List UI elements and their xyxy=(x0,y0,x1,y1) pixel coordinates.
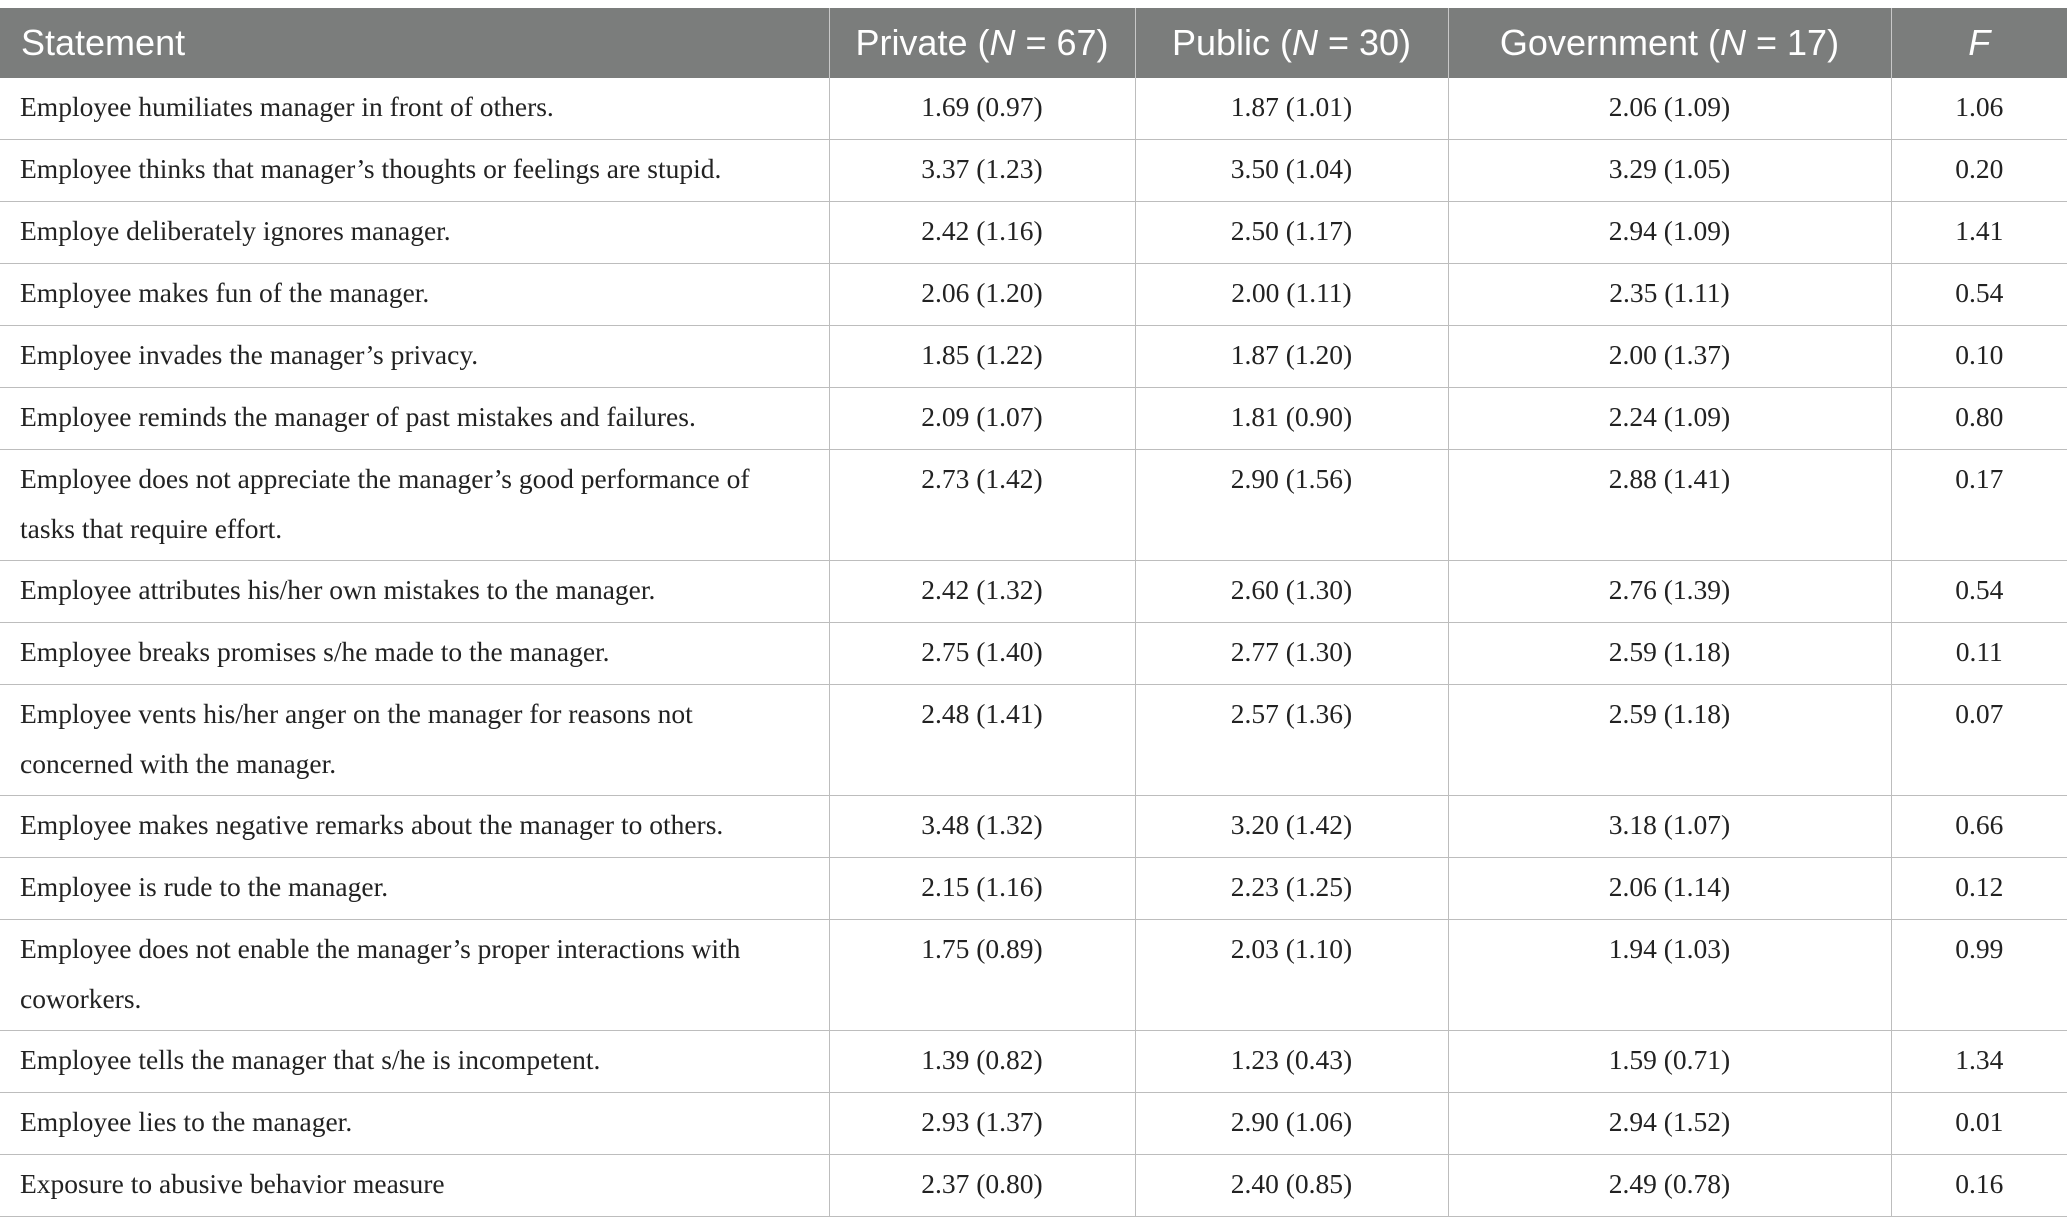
cell-public: 2.00 (1.11) xyxy=(1135,264,1448,326)
cell-private: 3.48 (1.32) xyxy=(829,796,1135,858)
cell-statement: Employee breaks promises s/he made to the manager. xyxy=(0,623,829,685)
header-government xyxy=(1448,8,1891,78)
cell-government: 2.76 (1.39) xyxy=(1448,561,1891,623)
cell-government: 2.06 (1.09) xyxy=(1448,78,1891,140)
cell-private: 2.15 (1.16) xyxy=(829,858,1135,920)
cell-private: 2.42 (1.16) xyxy=(829,202,1135,264)
cell-statement: Employee does not enable the manager’s proper interactions with coworkers. xyxy=(0,920,829,1031)
cell-f: 0.66 xyxy=(1891,796,2067,858)
cell-statement: Employee humiliates manager in front of others. xyxy=(0,78,829,140)
table-row xyxy=(0,1155,2067,1217)
cell-public: 2.77 (1.30) xyxy=(1135,623,1448,685)
header-statement: Statement xyxy=(0,8,829,78)
table-row xyxy=(0,623,2067,685)
cell-f: 0.17 xyxy=(1891,450,2067,561)
cell-public: 2.57 (1.36) xyxy=(1135,685,1448,796)
table-header-row xyxy=(0,8,2067,78)
header-public-value: = 30) xyxy=(1317,22,1412,63)
cell-f: 1.41 xyxy=(1891,202,2067,264)
cell-statement: Employee vents his/her anger on the manager for reasons not concerned with the manager. xyxy=(0,685,829,796)
header-government-value: = 17) xyxy=(1746,22,1840,63)
header-public xyxy=(1135,8,1448,78)
header-f-label: F xyxy=(1968,22,1991,63)
cell-statement: Employee tells the manager that s/he is incompetent. xyxy=(0,1031,829,1093)
cell-public: 2.60 (1.30) xyxy=(1135,561,1448,623)
table-row xyxy=(0,1093,2067,1155)
cell-government: 1.59 (0.71) xyxy=(1448,1031,1891,1093)
cell-public: 2.03 (1.10) xyxy=(1135,920,1448,1031)
table-row xyxy=(0,561,2067,623)
cell-public: 2.40 (0.85) xyxy=(1135,1155,1448,1217)
cell-private: 2.42 (1.32) xyxy=(829,561,1135,623)
table-row xyxy=(0,796,2067,858)
cell-government: 2.06 (1.14) xyxy=(1448,858,1891,920)
header-private-value: = 67) xyxy=(1015,22,1109,63)
cell-f: 0.54 xyxy=(1891,264,2067,326)
cell-private: 2.75 (1.40) xyxy=(829,623,1135,685)
table-row xyxy=(0,388,2067,450)
cell-f: 1.34 xyxy=(1891,1031,2067,1093)
cell-f: 0.10 xyxy=(1891,326,2067,388)
table-row xyxy=(0,202,2067,264)
cell-f: 0.16 xyxy=(1891,1155,2067,1217)
cell-government: 3.29 (1.05) xyxy=(1448,140,1891,202)
cell-f: 0.11 xyxy=(1891,623,2067,685)
cell-statement: Exposure to abusive behavior measure xyxy=(0,1155,829,1217)
cell-statement: Employee thinks that manager’s thoughts or feelings are stupid. xyxy=(0,140,829,202)
cell-public: 3.50 (1.04) xyxy=(1135,140,1448,202)
header-private-label: Private ( xyxy=(855,22,990,63)
cell-statement: Employe deliberately ignores manager. xyxy=(0,202,829,264)
table-row xyxy=(0,264,2067,326)
cell-public: 1.81 (0.90) xyxy=(1135,388,1448,450)
cell-government: 3.18 (1.07) xyxy=(1448,796,1891,858)
cell-f: 0.54 xyxy=(1891,561,2067,623)
cell-government: 2.24 (1.09) xyxy=(1448,388,1891,450)
cell-government: 1.94 (1.03) xyxy=(1448,920,1891,1031)
header-private-n: N xyxy=(989,22,1016,63)
table-row xyxy=(0,920,2067,1031)
statistics-table xyxy=(0,8,2067,1217)
cell-statement: Employee makes negative remarks about the manager to others. xyxy=(0,796,829,858)
cell-government: 2.35 (1.11) xyxy=(1448,264,1891,326)
cell-f: 0.99 xyxy=(1891,920,2067,1031)
cell-public: 2.90 (1.56) xyxy=(1135,450,1448,561)
cell-private: 2.06 (1.20) xyxy=(829,264,1135,326)
cell-public: 1.23 (0.43) xyxy=(1135,1031,1448,1093)
header-f xyxy=(1891,8,2067,78)
cell-private: 3.37 (1.23) xyxy=(829,140,1135,202)
cell-statement: Employee does not appreciate the manager’s good performance of tasks that require effort. xyxy=(0,450,829,561)
table-row xyxy=(0,685,2067,796)
table-row xyxy=(0,326,2067,388)
cell-private: 1.75 (0.89) xyxy=(829,920,1135,1031)
cell-private: 1.69 (0.97) xyxy=(829,78,1135,140)
cell-f: 0.20 xyxy=(1891,140,2067,202)
cell-government: 2.94 (1.09) xyxy=(1448,202,1891,264)
cell-f: 0.80 xyxy=(1891,388,2067,450)
header-government-n: N xyxy=(1720,22,1746,63)
table-row xyxy=(0,140,2067,202)
cell-private: 1.39 (0.82) xyxy=(829,1031,1135,1093)
table-row xyxy=(0,1031,2067,1093)
cell-statement: Employee lies to the manager. xyxy=(0,1093,829,1155)
cell-public: 1.87 (1.01) xyxy=(1135,78,1448,140)
cell-public: 2.50 (1.17) xyxy=(1135,202,1448,264)
cell-private: 1.85 (1.22) xyxy=(829,326,1135,388)
cell-public: 2.90 (1.06) xyxy=(1135,1093,1448,1155)
cell-f: 0.01 xyxy=(1891,1093,2067,1155)
cell-government: 2.59 (1.18) xyxy=(1448,623,1891,685)
cell-statement: Employee reminds the manager of past mistakes and failures. xyxy=(0,388,829,450)
data-table-container xyxy=(0,8,2067,1217)
cell-public: 2.23 (1.25) xyxy=(1135,858,1448,920)
table-row xyxy=(0,858,2067,920)
cell-private: 2.73 (1.42) xyxy=(829,450,1135,561)
cell-statement: Employee invades the manager’s privacy. xyxy=(0,326,829,388)
header-public-label: Public ( xyxy=(1171,22,1292,63)
cell-f: 0.07 xyxy=(1891,685,2067,796)
cell-statement: Employee is rude to the manager. xyxy=(0,858,829,920)
cell-private: 2.37 (0.80) xyxy=(829,1155,1135,1217)
cell-government: 2.88 (1.41) xyxy=(1448,450,1891,561)
table-row xyxy=(0,78,2067,140)
header-public-n: N xyxy=(1291,22,1318,63)
cell-statement: Employee makes fun of the manager. xyxy=(0,264,829,326)
cell-public: 3.20 (1.42) xyxy=(1135,796,1448,858)
cell-private: 2.93 (1.37) xyxy=(829,1093,1135,1155)
cell-private: 2.09 (1.07) xyxy=(829,388,1135,450)
cell-government: 2.00 (1.37) xyxy=(1448,326,1891,388)
cell-public: 1.87 (1.20) xyxy=(1135,326,1448,388)
cell-statement: Employee attributes his/her own mistakes to the manager. xyxy=(0,561,829,623)
cell-government: 2.49 (0.78) xyxy=(1448,1155,1891,1217)
cell-government: 2.59 (1.18) xyxy=(1448,685,1891,796)
cell-f: 0.12 xyxy=(1891,858,2067,920)
cell-f: 1.06 xyxy=(1891,78,2067,140)
cell-private: 2.48 (1.41) xyxy=(829,685,1135,796)
cell-government: 2.94 (1.52) xyxy=(1448,1093,1891,1155)
table-row xyxy=(0,450,2067,561)
header-government-label: Government ( xyxy=(1499,22,1720,63)
header-private xyxy=(829,8,1135,78)
